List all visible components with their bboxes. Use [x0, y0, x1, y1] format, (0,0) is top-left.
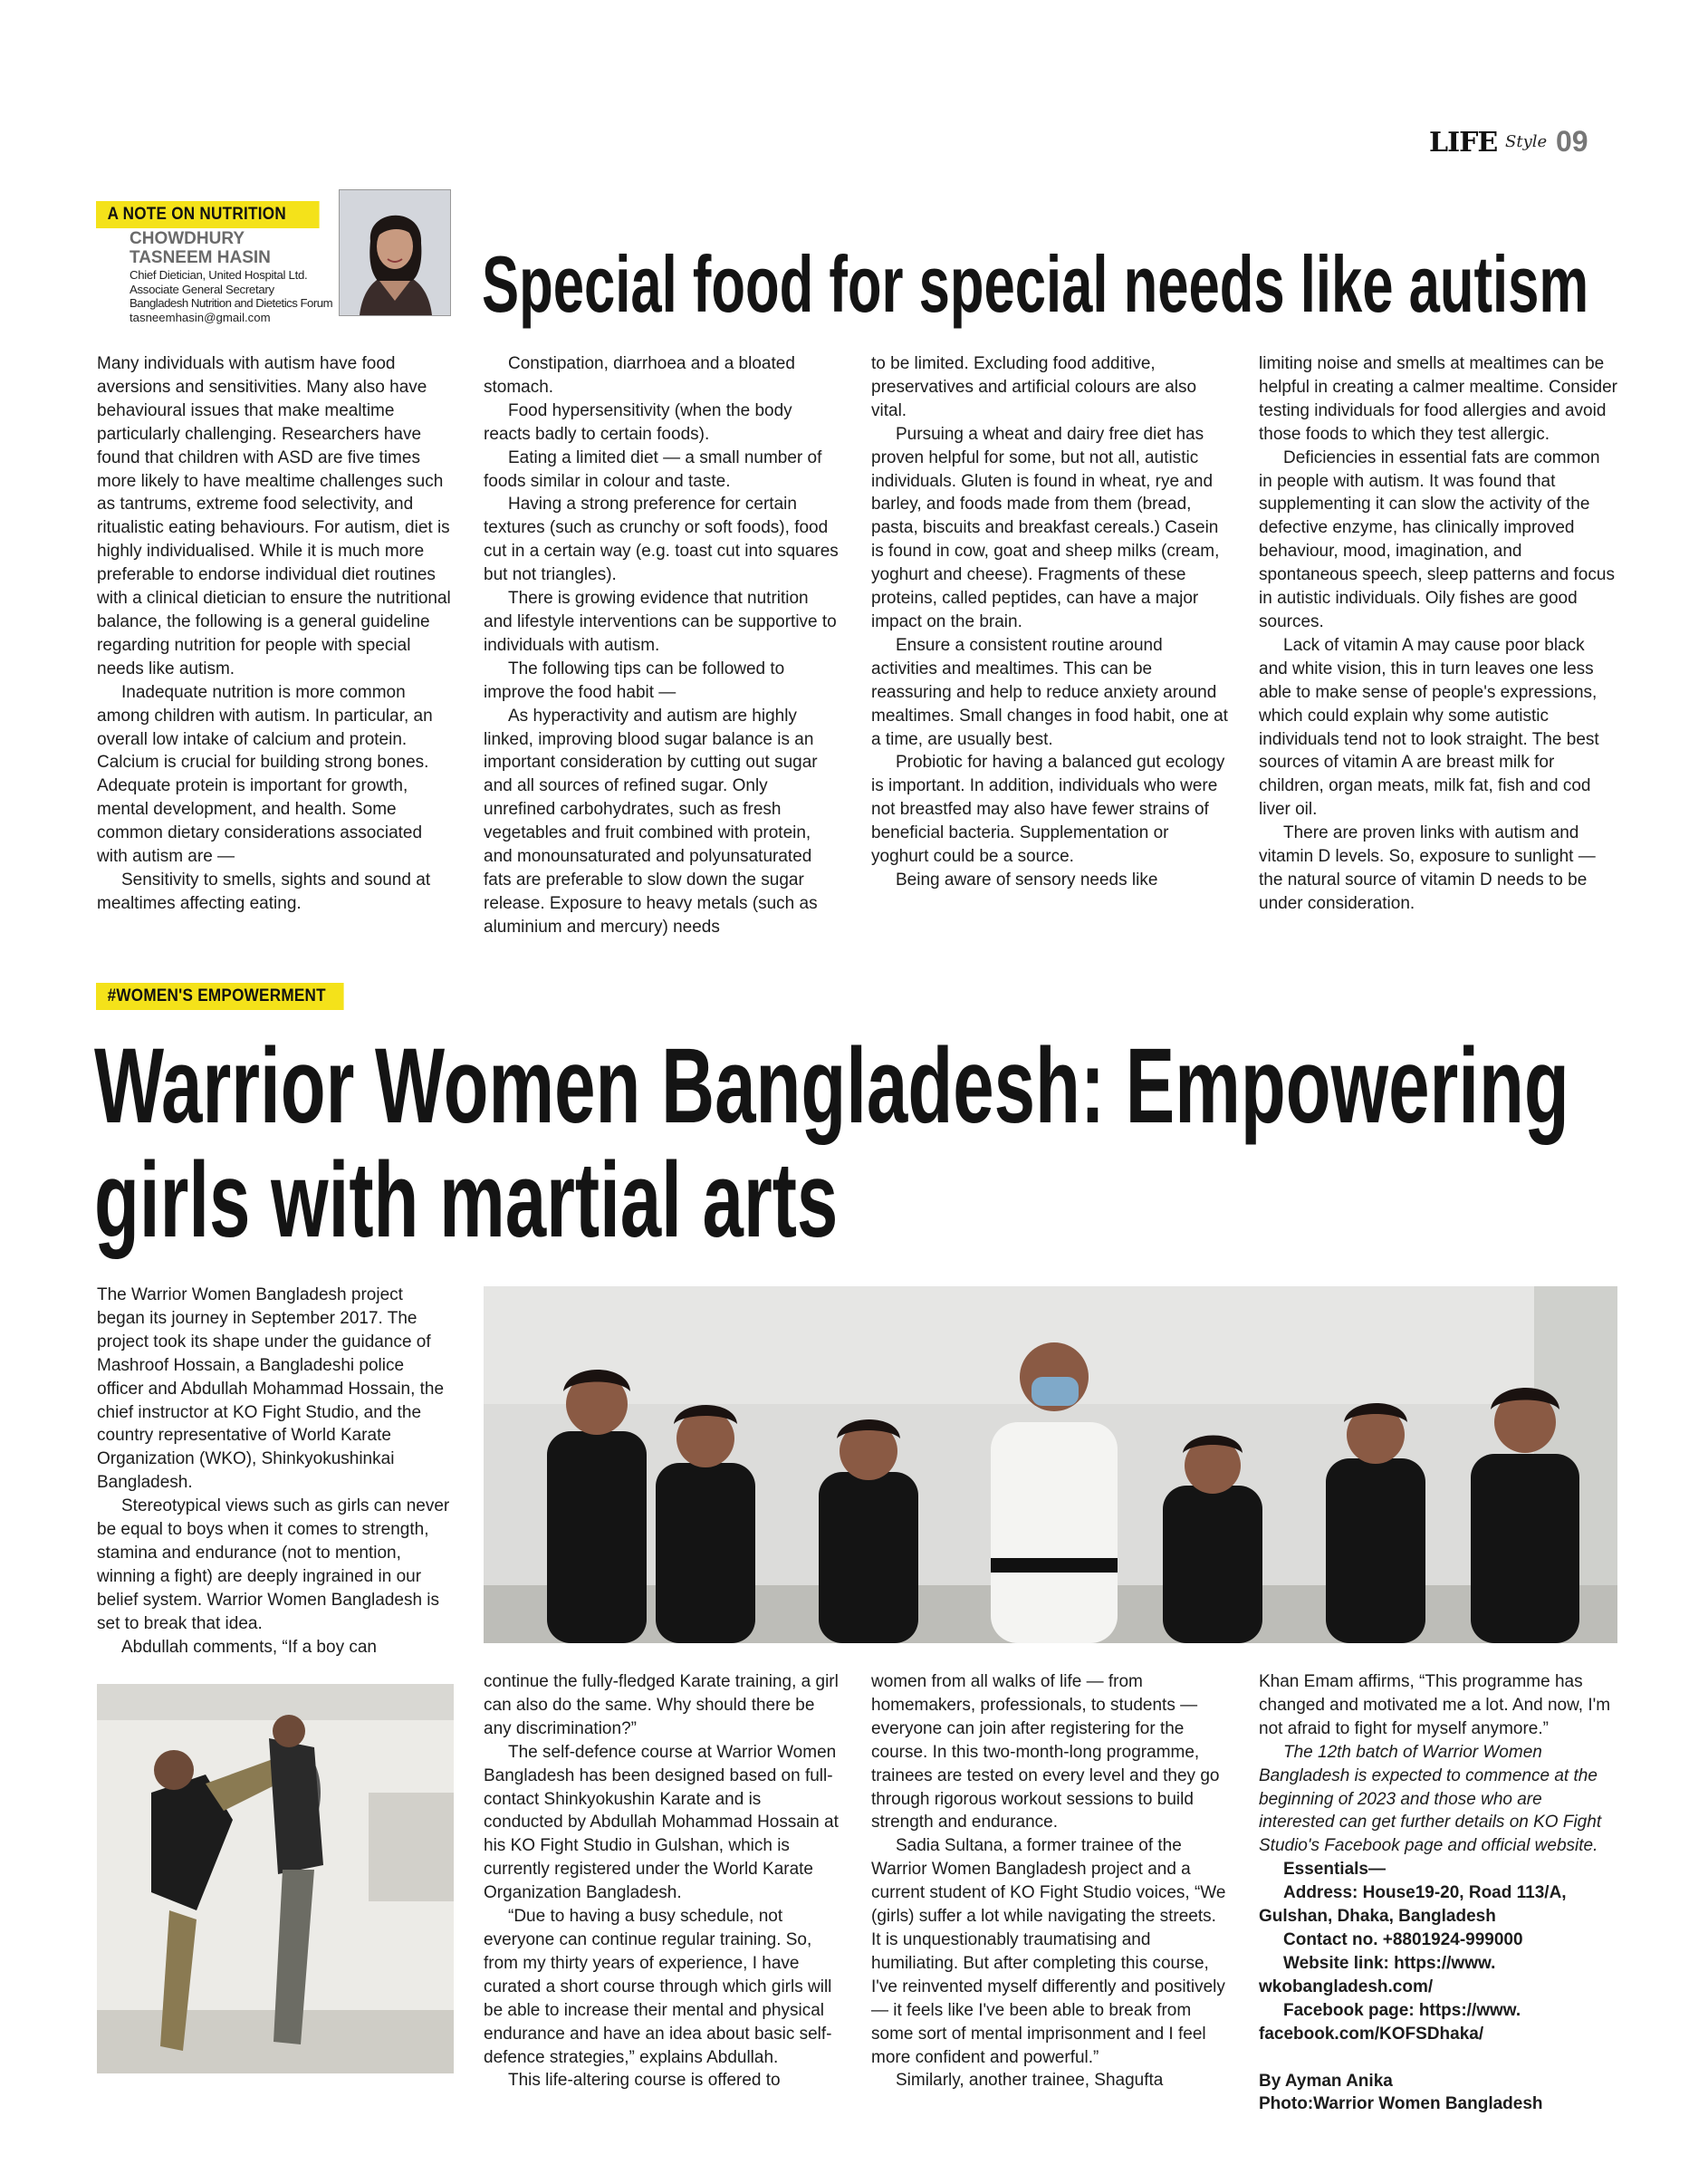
warrior-col4-para1: Khan Emam affirms, “This programme has changed and motivated me a lot. And now, I'm not afraid to fight for myself anymore.” — [1259, 1672, 1611, 1738]
warrior-intro-para1: The Warrior Women Bangladesh project began its journey in September 2017. The project took its shape under the guidance of Mashroof Hossain, a Bangladeshi police officer and Abdullah Mohammad Hossain, the chief instructor at KO Fight Studio, and the country representative of World Karate Organization (WKO), Shinkyokushinkai Bangladesh. — [97, 1285, 445, 1493]
nutrition-col2-para4: Having a strong preference for certain textures (such as crunchy or soft foods), food cut in a certain way (e.g. toast cut into squares but not triangles). — [484, 495, 839, 585]
warrior-col4-italic: The 12th batch of Warrior Women Bangladesh is expected to commence at the beginning of 2023 and those who are interested can get further details on KO Fight Studio's Facebook page and official website. — [1259, 1742, 1602, 1856]
masthead-brand: LIFE — [1429, 127, 1498, 159]
group-photo-drawing — [484, 1286, 1617, 1643]
author-role-1: Chief Dietician, United Hospital Ltd. — [130, 268, 308, 282]
warrior-col2-para3: “Due to having a busy schedule, not everyone can continue regular training. So, from my thirty years of experience, I have curated a short course through which girls will be able to increase their mental and physical endurance and have an idea about basic self-defence strategies,” explains Abdullah. — [484, 1907, 832, 2067]
kick-photo-drawing — [97, 1684, 454, 2073]
nutrition-col2-para5: There is growing evidence that nutrition and lifestyle interventions can be supportive to individuals with autism. — [484, 589, 837, 655]
nutrition-col3-para2: Pursuing a wheat and dairy free diet has proven helpful for some, but not all, autistic individuals. Gluten is found in wheat, rye and barley, and foods made from them (bread, pasta, biscuits and breakfast cereals.) Casein is found in cow, goat and sheep milks (cream, yoghurt and cheese). Fragments of these proteins, called peptides, can have a major impact on the brain. — [871, 424, 1220, 631]
essentials-contact: Contact no. +8801924-999000 — [1283, 1929, 1523, 1949]
warrior-column-3 — [871, 1670, 1229, 2092]
section-tag-nutrition: A NOTE ON NUTRITION — [96, 201, 320, 228]
nutrition-headline: Special food for special needs like autism — [482, 239, 1589, 329]
author-name-line2: TASNEEM HASIN — [130, 248, 271, 267]
warrior-col2-para1: continue the fully-fledged Karate training, a girl can also do the same. Why should there be any discrimination?” — [484, 1672, 839, 1738]
group-photo — [484, 1286, 1617, 1643]
nutrition-column-1 — [97, 352, 453, 916]
section-tag-womens-empowerment: #WOMEN'S EMPOWERMENT — [96, 983, 344, 1010]
byline: By Ayman Anika — [1259, 2071, 1393, 2091]
nutrition-col2-para2: Food hypersensitivity (when the body reacts badly to certain foods). — [484, 400, 792, 444]
nutrition-col4-para2: Deficiencies in essential fats are common in people with autism. It was found that supplementing it can slow the activity of the defective enzyme, has clinically improved behaviour, mood, imagination, and spontaneous speech, sleep patterns and focus in autistic individuals. Oily fishes are good sources. — [1259, 447, 1615, 631]
nutrition-col1-para2: Inadequate nutrition is more common among children with autism. In particular, an overall low intake of calcium and protein. Calcium is crucial for building strong bones. Adequate protein is important for growth, mental development, and health. Some common dietary considerations associated with autism are — — [97, 682, 433, 867]
author-email: tasneemhasin@gmail.com — [130, 310, 271, 324]
warrior-intro-para2: Stereotypical views such as girls can never be equal to boys when it comes to strength, stamina and endurance (not to mention, winning a fight) are deeply ingrained in our belief system. Warrior Women Bangladesh is set to break that idea. — [97, 1496, 450, 1633]
page-number: 09 — [1556, 125, 1588, 158]
warrior-headline-line2: girls with martial arts — [94, 1140, 839, 1260]
nutrition-col3-para1: to be limited. Excluding food additive, preservatives and artificial colours are also vital. — [871, 354, 1197, 420]
warrior-headline-line1: Warrior Women Bangladesh: Empowering — [94, 1026, 1569, 1146]
nutrition-col2-para1: Constipation, diarrhoea and a bloated stomach. — [484, 354, 795, 397]
warrior-col3-para3: Similarly, another trainee, Shagufta — [896, 2071, 1164, 2091]
nutrition-column-2 — [484, 352, 841, 939]
kick-photo — [97, 1684, 454, 2073]
nutrition-col3-para5: Being aware of sensory needs like — [896, 870, 1158, 890]
nutrition-col2-para6: The following tips can be followed to improve the food habit — — [484, 659, 785, 702]
author-name-line1: CHOWDHURY — [130, 229, 245, 248]
warrior-col2-para2: The self-defence course at Warrior Women Bangladesh has been designed based on full-contact Shinkyokushin Karate and is conducted by Abdullah Mohammad Hossain at his KO Fight Studio in Gulshan, which is currently registered under the World Karate Organization Bangladesh. — [484, 1742, 839, 1903]
masthead-brand-script: Style — [1505, 132, 1548, 151]
nutrition-col3-para4: Probiotic for having a balanced gut ecology is important. In addition, individuals who were not breastfed may also have fewer strains of beneficial bacteria. Supplementation or yoghurt could be a source. — [871, 753, 1225, 867]
nutrition-column-4 — [1259, 352, 1617, 916]
warrior-col3-para2: Sadia Sultana, a former trainee of the Warrior Women Bangladesh project and a current student of KO Fight Studio voices, “We (girls) suffer a lot while navigating the streets. It is unquestionably traumatising and humiliating. But after completing this course, I've reinvented myself differently and positively — it feels like I've been able to break from some sort of mental imprisonment and I feel more confident and powerful.” — [871, 1836, 1226, 2067]
author-role-3: Bangladesh Nutrition and Dietetics Forum — [130, 296, 333, 310]
nutrition-col1-para1: Many individuals with autism have food aversions and sensitivities. Many also have behavioural issues that make mealtime particularly challenging. Researchers have found that children with ASD are five times more likely to have mealtime challenges such as tantrums, extreme food selectivity, and ritualistic eating behaviours. For autism, diet is highly individualised. While it is much more preferable to endorse individual diet routines with a clinical dietician to ensure the nutritional balance, the following is a general guideline regarding nutrition for people with special needs like autism. — [97, 354, 451, 678]
nutrition-col2-para3: Eating a limited diet — a small number of foods similar in colour and taste. — [484, 447, 822, 491]
nutrition-col2-para7: As hyperactivity and autism are highly linked, improving blood sugar balance is an important consideration by cutting out sugar and all sources of refined sugar. Only unrefined carbohydrates, such as fresh vegetables and fruit combined with protein, and monounsaturated and polyunsaturated fats are preferable to slow down the sugar release. Exposure to heavy metals (such as aluminium and mercury) needs — [484, 706, 818, 937]
author-portrait-drawing — [340, 190, 450, 315]
nutrition-col4-para3: Lack of vitamin A may cause poor black and white vision, this in turn leaves one less able to make sense of people's expressions, which could explain why some autistic individuals tend not to look straight. The best sources of vitamin A are breast milk for children, organ meats, milk fat, fish and cod liver oil. — [1259, 635, 1599, 820]
nutrition-column-3 — [871, 352, 1228, 892]
author-role-2: Associate General Secretary — [130, 282, 274, 296]
masthead — [1429, 125, 1601, 165]
warrior-col3-para1: women from all walks of life — from homemakers, professionals, to students — everyone can join after registering for the course. In this two-month-long programme, trainees are tested on every level and they go through rigorous workout sessions to build strength and endurance. — [871, 1672, 1220, 1833]
essentials-heading: Essentials— — [1283, 1860, 1386, 1880]
warrior-intro-para3: Abdullah comments, “If a boy can — [121, 1637, 377, 1657]
nutrition-col4-para4: There are proven links with autism and vitamin D levels. So, exposure to sunlight — the natural source of vitamin D needs to be under consideration. — [1259, 823, 1596, 913]
essentials-facebook: Facebook page: https://www. facebook.com/KOFSDhaka/ — [1259, 2000, 1521, 2044]
warrior-intro-column — [97, 1284, 454, 1659]
nutrition-col3-para3: Ensure a consistent routine around activities and mealtimes. This can be reassuring and help to reduce anxiety around mealtimes. Small changes in food habit, one at a time, are usually best. — [871, 635, 1228, 749]
nutrition-col1-para3: Sensitivity to smells, sights and sound at mealtimes affecting eating. — [97, 870, 431, 913]
warrior-column-2 — [484, 1670, 841, 2092]
essentials-website: Website link: https://www. wkobangladesh.com/ — [1259, 1953, 1496, 1996]
photo-credit: Photo:Warrior Women Bangladesh — [1259, 2094, 1543, 2114]
warrior-column-4 — [1259, 1670, 1617, 2116]
author-portrait — [339, 189, 451, 316]
essentials-address: Address: House19-20, Road 113/A, Gulshan, Dhaka, Bangladesh — [1259, 1883, 1567, 1927]
warrior-col2-para4: This life-altering course is offered to — [508, 2071, 781, 2091]
nutrition-col4-para1: limiting noise and smells at mealtimes can be helpful in creating a calmer mealtime. Consider testing individuals for food allergies and avoid those foods to which they test allergic. — [1259, 354, 1618, 444]
author-block — [130, 230, 347, 324]
